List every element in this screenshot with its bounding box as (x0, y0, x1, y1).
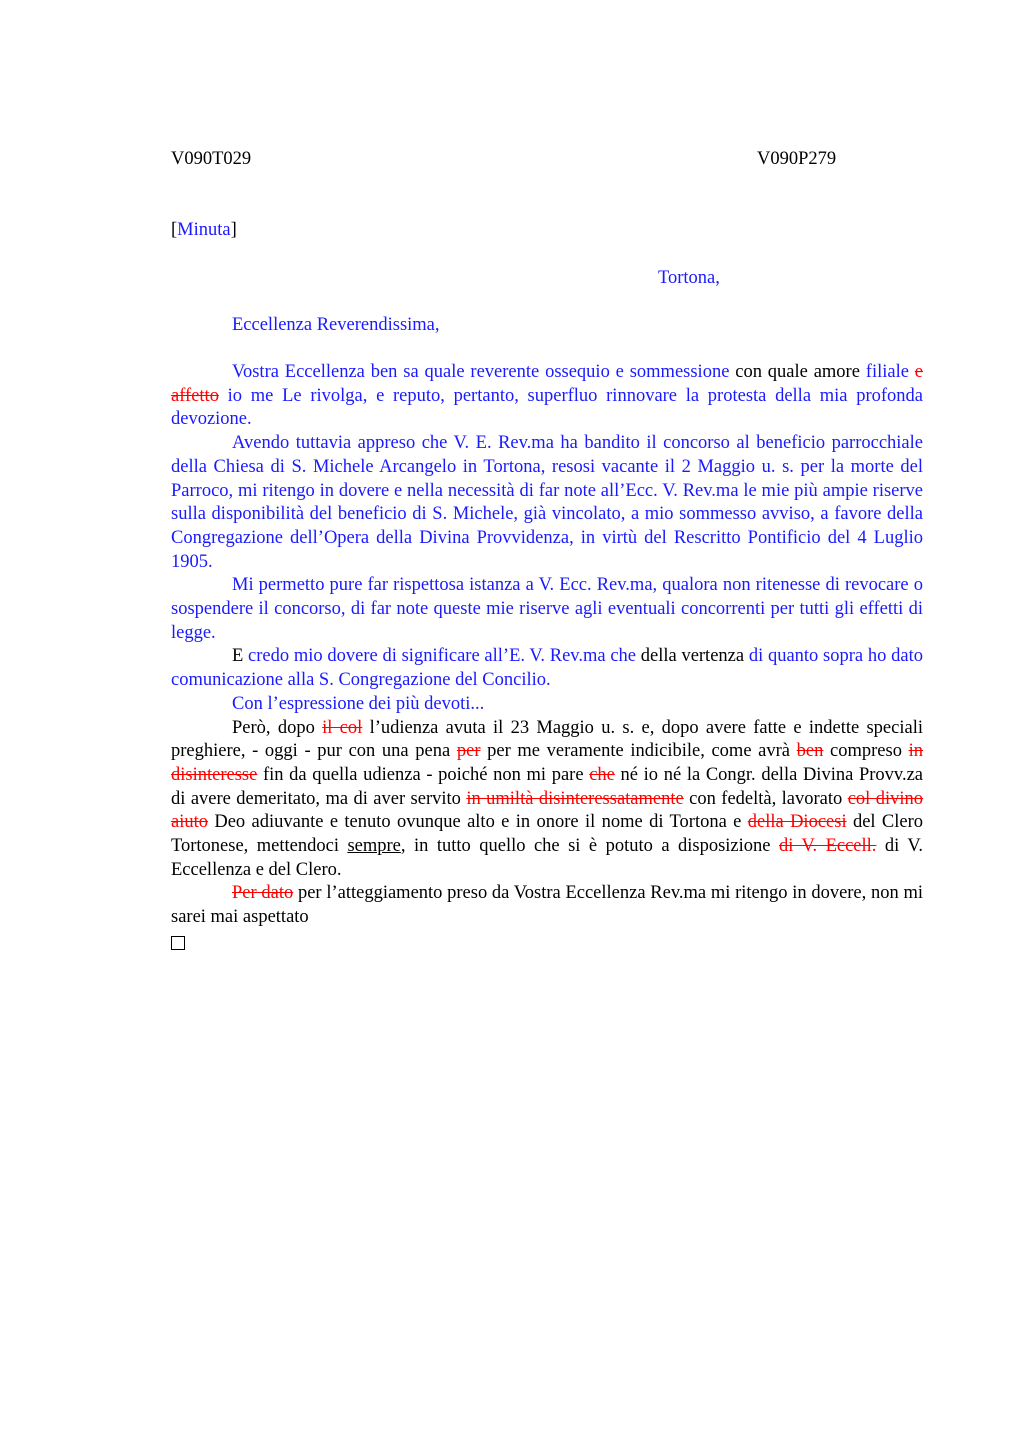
paragraph-1 (171, 361, 923, 432)
bracket-close: ] (230, 220, 237, 240)
p6-text: Però, dopo (232, 717, 323, 738)
paragraph-3: Mi permetto pure far rispettosa istanza a V. Ecc. Rev.ma, qualora non ritenesse di revocare o sospendere il concorso, di far note queste mie riserve agli eventuali concorrenti per tutti gli effetti di legge. (171, 575, 923, 643)
p6-deleted: della Diocesi (747, 812, 847, 833)
p6-text: , in tutto quello che si è potuto a disposizione (400, 836, 779, 857)
p6-deleted: ben (796, 741, 824, 762)
bracket-open: [ (171, 220, 178, 240)
document-code-right: V090P279 (757, 149, 837, 169)
p1-deleted-text: e affetto (171, 362, 923, 406)
paragraph-5: Con l’espressione dei più devoti... (232, 693, 485, 714)
salutation: Eccellenza Reverendissima, (232, 315, 440, 335)
p6-deleted: di V. Eccell. (778, 836, 877, 857)
draft-label-text: Minuta (177, 220, 231, 240)
p6-deleted: col divino aiuto (171, 788, 924, 833)
p7-text: per l’atteggiamento preso da Vostra Eccellenza Rev.ma mi ritengo in dovere, non mi sarei mai aspettato (171, 883, 923, 928)
p6-underlined: sempre (347, 836, 401, 857)
p1-base-text: con quale amore (729, 362, 866, 382)
p6-text: per me veramente indicibile, come avrà (480, 741, 797, 762)
paragraph-6 (171, 717, 923, 883)
p6-deleted: per (456, 741, 481, 762)
p6-text: del Clero Tortonese, mettendoci (171, 812, 924, 857)
p6-deleted: il col (322, 717, 363, 738)
p4-added-text: credo mio dovere di significare all’E. V. Rev.ma che (248, 646, 636, 667)
p6-text: né io né la Congr. della Divina Provv.za di avere demeritato, ma di aver servito (171, 764, 923, 809)
p4-base-text-2: della vertenza (636, 646, 749, 667)
p6-text: di V. Eccellenza e del Clero. (171, 836, 924, 880)
p6-deleted: in disinteresse (171, 741, 923, 785)
p1-added-text-2: filiale (865, 362, 915, 382)
p4-added-text-2: di quanto sopra ho dato comunicazione alla S. Congregazione del Concilio. (171, 646, 923, 691)
place-line: Tortona, (658, 268, 720, 288)
paragraph-2: Avendo tuttavia appreso che V. E. Rev.ma ha bandito il concorso al beneficio parrocchiale della Chiesa di S. Michele Arcangelo in Tortona, resosi vacante il 2 Maggio u. s. per la morte del Parroco, mi ritengo in dovere e nella necessità di far note all’Ecc. V. Rev.ma le mie più ampie riserve sulla disponibilità del beneficio di S. Michele, già vincolato, a mio sommesso avviso, a favore della Congregazione dell’Opera della Divina Provvidenza, in virtù del Rescritto Pontificio del 4 Luglio 1905. (171, 433, 923, 572)
document-code-left: V090T029 (171, 149, 252, 169)
p6-text: fin da quella udienza - poiché non mi pare (257, 764, 590, 785)
p1-added-text-3: io me Le rivolga, e reputo, pertanto, superfluo rinnovare la protesta della mia profonda devozione. (171, 385, 923, 430)
p4-base-text: E (232, 646, 249, 667)
p6-text: l’udienza avuta il 23 Maggio u. s. e, dopo avere fatte e indette speciali preghiere, - oggi - pur con una pena (171, 717, 923, 762)
p6-deleted: che (589, 764, 615, 785)
paragraph-4 (171, 645, 923, 692)
p6-text: Deo adiuvante e tenuto ovunque alto e in onore il nome di Tortona e (208, 812, 748, 833)
p1-added-text: Vostra Eccellenza ben sa quale reverente ossequio e sommessione (232, 362, 730, 382)
end-square-icon (171, 936, 185, 950)
letter-body (171, 361, 923, 950)
draft-label (171, 219, 237, 241)
p7-deleted: Per dato (232, 883, 294, 904)
paragraph-7 (171, 882, 923, 929)
p6-deleted: in umiltà disinteressatamente (466, 788, 684, 809)
p6-text: con fedeltà, lavorato (683, 788, 848, 809)
p6-text: compreso (823, 741, 909, 762)
